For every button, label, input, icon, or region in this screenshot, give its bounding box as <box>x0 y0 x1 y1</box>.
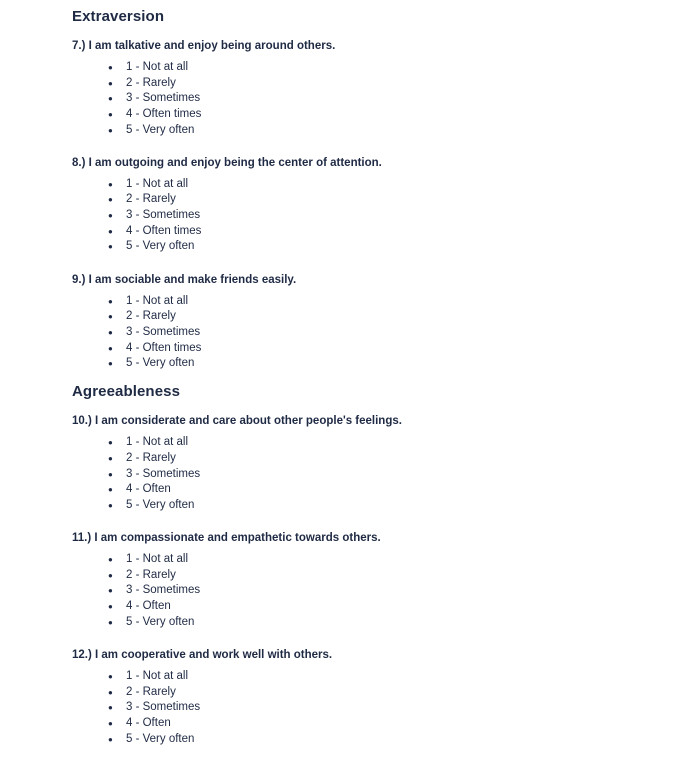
option-item[interactable]: ● 3 - Sometimes <box>108 467 661 482</box>
question-block <box>72 648 661 747</box>
option-item[interactable]: ● 5 - Very often <box>108 732 661 747</box>
option-item[interactable]: ● 1 - Not at all <box>108 294 661 309</box>
section-heading: Agreeableness <box>72 383 181 401</box>
option-item[interactable]: ● 1 - Not at all <box>108 669 661 684</box>
option-item[interactable]: ● 5 - Very often <box>108 498 661 513</box>
option-item[interactable]: ● 4 - Often <box>108 599 661 614</box>
option-list <box>72 669 661 747</box>
question-text: 10.) I am considerate and care about other people's feelings. <box>72 415 402 428</box>
option-item[interactable]: ● 4 - Often <box>108 716 661 731</box>
option-item[interactable]: ● 1 - Not at all <box>108 60 661 75</box>
option-item[interactable]: ● 2 - Rarely <box>108 192 661 207</box>
option-list <box>72 435 661 513</box>
option-list <box>72 294 661 372</box>
option-item[interactable]: ● 3 - Sometimes <box>108 208 661 223</box>
option-item[interactable]: ● 4 - Often <box>108 482 661 497</box>
question-block <box>72 273 661 372</box>
option-item[interactable]: ● 1 - Not at all <box>108 552 661 567</box>
option-item[interactable]: ● 3 - Sometimes <box>108 91 661 106</box>
document-page <box>0 8 685 747</box>
question-block <box>72 39 661 138</box>
option-item[interactable]: ● 2 - Rarely <box>108 76 661 91</box>
option-item[interactable]: ● 5 - Very often <box>108 123 661 138</box>
option-item[interactable]: ● 5 - Very often <box>108 356 661 371</box>
option-item[interactable]: ● 4 - Often times <box>108 341 661 356</box>
option-item[interactable]: ● 2 - Rarely <box>108 568 661 583</box>
option-list <box>72 60 661 138</box>
section-heading: Extraversion <box>72 8 165 25</box>
question-block <box>72 414 661 513</box>
option-item[interactable]: ● 5 - Very often <box>108 239 661 254</box>
question-text: 12.) I am cooperative and work well with others. <box>72 648 333 661</box>
question-text: 11.) I am compassionate and empathetic towards others. <box>72 532 381 545</box>
question-block <box>72 156 661 255</box>
section-agreeableness <box>72 383 661 746</box>
option-item[interactable]: ● 3 - Sometimes <box>108 700 661 715</box>
option-item[interactable]: ● 4 - Often times <box>108 224 661 239</box>
option-item[interactable]: ● 2 - Rarely <box>108 451 661 466</box>
option-item[interactable]: ● 4 - Often times <box>108 107 661 122</box>
question-text: 7.) I am talkative and enjoy being around others. <box>72 40 336 52</box>
option-item[interactable]: ● 2 - Rarely <box>108 685 661 700</box>
question-block <box>72 531 661 630</box>
option-item[interactable]: ● 2 - Rarely <box>108 309 661 324</box>
option-item[interactable]: ● 3 - Sometimes <box>108 583 661 598</box>
option-list <box>72 552 661 630</box>
section-extraversion <box>72 8 661 371</box>
question-text: 9.) I am sociable and make friends easily. <box>72 273 297 286</box>
option-item[interactable]: ● 1 - Not at all <box>108 177 661 192</box>
question-text: 8.) I am outgoing and enjoy being the center of attention. <box>72 156 382 169</box>
option-list <box>72 177 661 255</box>
option-item[interactable]: ● 3 - Sometimes <box>108 325 661 340</box>
option-item[interactable]: ● 5 - Very often <box>108 615 661 630</box>
option-item[interactable]: ● 1 - Not at all <box>108 435 661 450</box>
